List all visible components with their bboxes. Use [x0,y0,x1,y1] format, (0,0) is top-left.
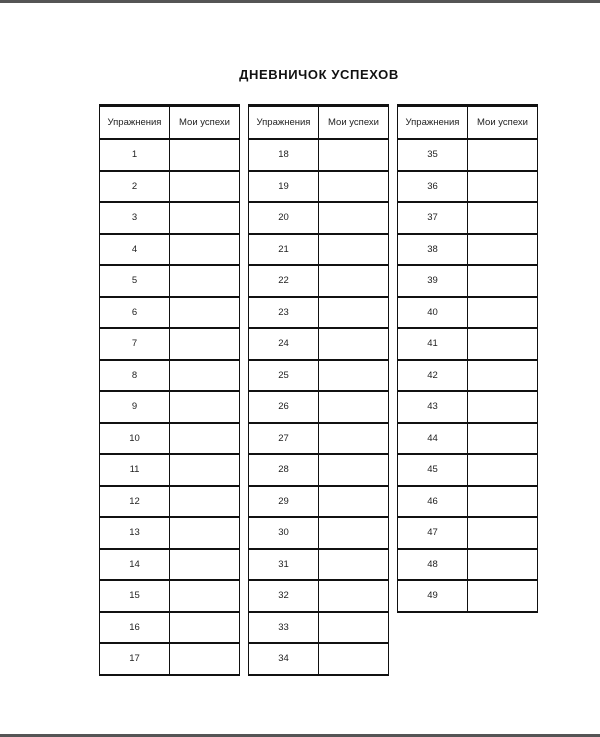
success-entry-cell[interactable] [169,203,240,233]
success-entry-cell[interactable] [169,455,240,485]
success-entry-cell[interactable] [318,203,389,233]
success-entry-cell[interactable] [169,140,240,170]
exercise-number: 22 [248,266,318,296]
table-row [248,235,389,267]
success-entry-cell[interactable] [318,392,389,422]
success-entry-cell[interactable] [318,172,389,202]
success-entry-cell[interactable] [467,455,538,485]
table-row [397,392,538,424]
exercise-number: 2 [99,172,169,202]
success-entry-cell[interactable] [318,644,389,674]
success-entry-cell[interactable] [169,644,240,674]
exercise-number: 41 [397,329,467,359]
success-table-3 [397,104,538,613]
exercise-number: 38 [397,235,467,265]
table-row [397,581,538,613]
table-row [248,361,389,393]
exercise-number: 25 [248,361,318,391]
success-entry-cell[interactable] [318,361,389,391]
table-row [248,518,389,550]
table-row [248,298,389,330]
success-entry-cell[interactable] [318,550,389,580]
success-entry-cell[interactable] [169,298,240,328]
exercise-number: 24 [248,329,318,359]
table-row [397,518,538,550]
table-row [99,329,240,361]
table-row [397,455,538,487]
table-row [397,140,538,172]
exercise-number: 18 [248,140,318,170]
table-row [248,140,389,172]
success-entry-cell[interactable] [318,235,389,265]
success-entry-cell[interactable] [318,455,389,485]
success-entry-cell[interactable] [318,140,389,170]
table-row [397,487,538,519]
success-entry-cell[interactable] [467,518,538,548]
exercise-number: 39 [397,266,467,296]
exercise-number: 42 [397,361,467,391]
success-entry-cell[interactable] [467,581,538,611]
table-row [248,581,389,613]
exercise-number: 23 [248,298,318,328]
exercise-number: 34 [248,644,318,674]
table-row [248,172,389,204]
success-entry-cell[interactable] [467,298,538,328]
exercise-number: 7 [99,329,169,359]
exercise-number: 13 [99,518,169,548]
exercise-number: 44 [397,424,467,454]
exercise-number: 12 [99,487,169,517]
table-row [397,172,538,204]
exercise-number: 21 [248,235,318,265]
exercise-number: 1 [99,140,169,170]
success-entry-cell[interactable] [169,518,240,548]
table-row [99,266,240,298]
table-row [248,613,389,645]
exercise-number: 47 [397,518,467,548]
exercise-number: 19 [248,172,318,202]
exercise-number: 33 [248,613,318,643]
table-row [99,203,240,235]
success-entry-cell[interactable] [318,518,389,548]
success-entry-cell[interactable] [318,613,389,643]
success-entry-cell[interactable] [467,203,538,233]
table-row [99,298,240,330]
table-row [397,329,538,361]
table-row [248,266,389,298]
table-row [248,392,389,424]
table-row [99,172,240,204]
success-entry-cell[interactable] [169,361,240,391]
success-entry-cell[interactable] [169,266,240,296]
success-entry-cell[interactable] [169,613,240,643]
success-table-2 [248,104,389,676]
table-row [248,203,389,235]
header-successes: Мои успехи [318,107,389,138]
exercise-number: 49 [397,581,467,611]
table-row [248,550,389,582]
table-row [397,424,538,456]
exercise-number: 31 [248,550,318,580]
table-row [99,455,240,487]
exercise-number: 28 [248,455,318,485]
success-entry-cell[interactable] [318,581,389,611]
table-row [99,140,240,172]
success-entry-cell[interactable] [169,329,240,359]
exercise-number: 29 [248,487,318,517]
success-entry-cell[interactable] [467,361,538,391]
table-row [397,298,538,330]
success-entry-cell[interactable] [318,487,389,517]
exercise-number: 14 [99,550,169,580]
table-row [99,361,240,393]
exercise-number: 32 [248,581,318,611]
exercise-number: 3 [99,203,169,233]
exercise-number: 40 [397,298,467,328]
page-top-edge [0,0,600,3]
success-entry-cell[interactable] [467,487,538,517]
table-header-row [397,107,538,140]
exercise-number: 48 [397,550,467,580]
exercise-number: 8 [99,361,169,391]
success-entry-cell[interactable] [169,392,240,422]
success-table-1 [99,104,240,676]
success-entry-cell[interactable] [169,424,240,454]
exercise-number: 11 [99,455,169,485]
success-entry-cell[interactable] [467,266,538,296]
table-row [397,203,538,235]
exercise-number: 35 [397,140,467,170]
exercise-number: 46 [397,487,467,517]
table-row [99,487,240,519]
success-entry-cell[interactable] [318,424,389,454]
header-successes: Мои успехи [467,107,538,138]
table-row [99,518,240,550]
exercise-number: 30 [248,518,318,548]
success-entry-cell[interactable] [169,581,240,611]
table-row [99,392,240,424]
success-entry-cell[interactable] [169,235,240,265]
table-row [397,361,538,393]
exercise-number: 16 [99,613,169,643]
exercise-number: 6 [99,298,169,328]
exercise-number: 43 [397,392,467,422]
page-title: ДНЕВНИЧОК УСПЕХОВ [239,67,399,82]
table-row [99,644,240,676]
exercise-number: 10 [99,424,169,454]
success-entry-cell[interactable] [169,487,240,517]
table-row [397,266,538,298]
header-successes: Мои успехи [169,107,240,138]
success-entry-cell[interactable] [318,298,389,328]
exercise-number: 36 [397,172,467,202]
success-entry-cell[interactable] [467,550,538,580]
table-row [397,550,538,582]
success-entry-cell[interactable] [467,424,538,454]
exercise-number: 9 [99,392,169,422]
exercise-number: 37 [397,203,467,233]
success-entry-cell[interactable] [169,550,240,580]
table-row [248,487,389,519]
table-row [248,455,389,487]
success-entry-cell[interactable] [467,140,538,170]
success-entry-cell[interactable] [318,266,389,296]
table-row [397,235,538,267]
exercise-number: 45 [397,455,467,485]
table-row [99,581,240,613]
success-entry-cell[interactable] [467,235,538,265]
exercise-number: 20 [248,203,318,233]
table-row [99,550,240,582]
success-entry-cell[interactable] [467,329,538,359]
header-exercises: Упражнения [248,107,318,138]
table-row [99,613,240,645]
table-row [248,329,389,361]
table-row [99,424,240,456]
header-exercises: Упражнения [99,107,169,138]
table-header-row [248,107,389,140]
success-entry-cell[interactable] [467,172,538,202]
exercise-number: 17 [99,644,169,674]
table-header-row [99,107,240,140]
table-row [248,644,389,676]
table-row [248,424,389,456]
success-entry-cell[interactable] [467,392,538,422]
success-entry-cell[interactable] [169,172,240,202]
exercise-number: 4 [99,235,169,265]
exercise-number: 26 [248,392,318,422]
table-row [99,235,240,267]
exercise-number: 15 [99,581,169,611]
success-entry-cell[interactable] [318,329,389,359]
exercise-number: 27 [248,424,318,454]
header-exercises: Упражнения [397,107,467,138]
exercise-number: 5 [99,266,169,296]
